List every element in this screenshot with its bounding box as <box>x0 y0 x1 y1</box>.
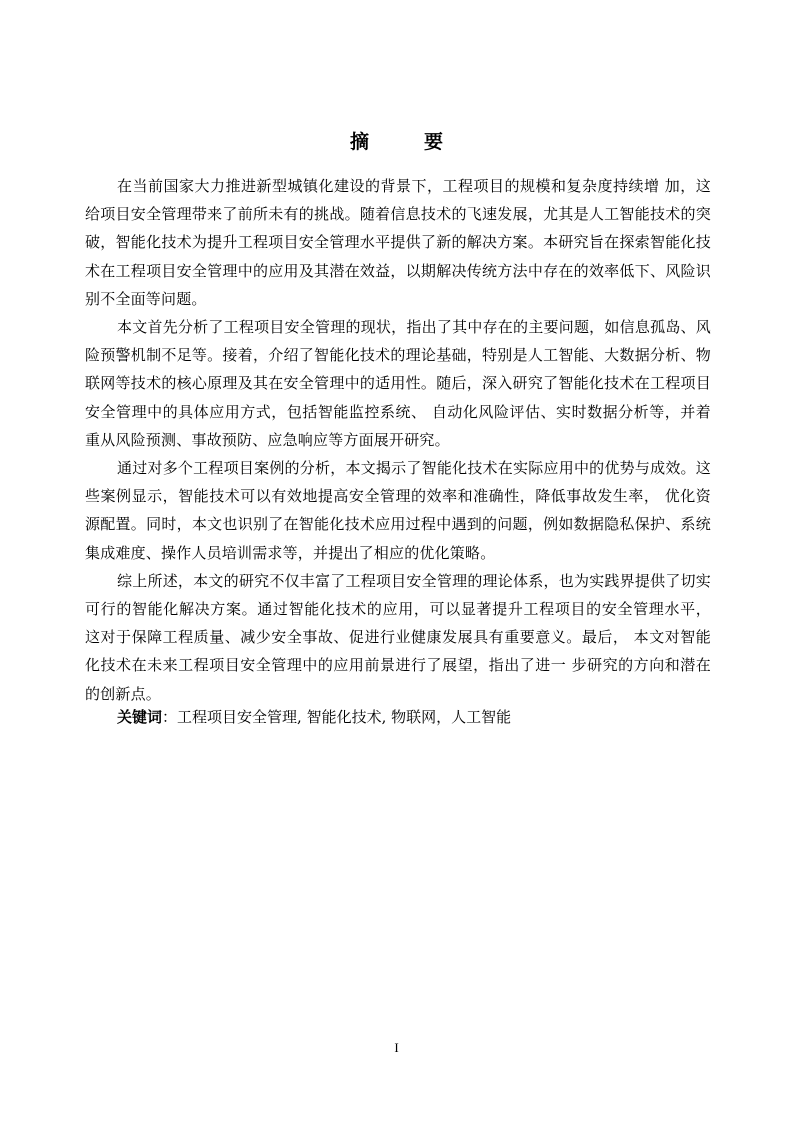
keywords-label: 关键词 <box>117 708 163 726</box>
abstract-paragraph-1: 在当前国家大力推进新型城镇化建设的背景下，工程项目的规模和复杂度持续增 加，这给项目安全管理带来了前所未有的挑战。随着信息技术的飞速发展，尤其是人工智能技术的突破，智能化技术为提升工程项目安全管理水平提供了新的解决方案。本研究旨在探索智能化技术在工程项目安全管理中的应用及其潜在效益，以期解决传统方法中存在的效率低下、风险识别不全面等问题。 <box>85 177 711 308</box>
keywords-separator: ： <box>162 708 178 726</box>
keywords-line <box>117 703 711 731</box>
abstract-paragraph-2: 本文首先分析了工程项目安全管理的现状，指出了其中存在的主要问题，如信息孤岛、风险预警机制不足等。接着，介绍了智能化技术的理论基础，特别是人工智能、大数据分析、物联网等技术的核心原理及其在安全管理中的适用性。随后，深入研究了智能化技术在工程项目安全管理中的具体应用方式，包括智能监控系统、 自动化风险评估、实时数据分析等，并着重从风险预测、事故预防、应急响应等方面展开研究。 <box>85 318 711 449</box>
abstract-paragraph-4: 综上所述，本文的研究不仅丰富了工程项目安全管理的理论体系，也为实践界提供了切实可行的智能化解决方案。通过智能化技术的应用，可以显著提升工程项目的安全管理水平， 这对于保障工程质量、减少安全事故、促进行业健康发展具有重要意义。最后， 本文对智能化技术在未来工程项目安全管理中的应用前景进行了展望，指出了进一 步研究的方向和潜在的创新点。 <box>85 571 711 703</box>
abstract-body <box>85 172 711 708</box>
abstract-title: 摘 要 <box>349 131 461 153</box>
abstract-paragraph-3: 通过对多个工程项目案例的分析，本文揭示了智能化技术在实际应用中的优势与成效。这些案例显示，智能技术可以有效地提高安全管理的效率和准确性，降低事故发生率， 优化资源配置。同时，本文也识别了在智能化技术应用过程中遇到的问题，例如数据隐私保护、系统集成难度、操作人员培训需求等，并提出了相应的优化策略。 <box>85 459 711 562</box>
page-number: I <box>394 1040 399 1055</box>
keywords-text: 工程项目安全管理, 智能化技术, 物联网，人工智能 <box>177 708 512 726</box>
